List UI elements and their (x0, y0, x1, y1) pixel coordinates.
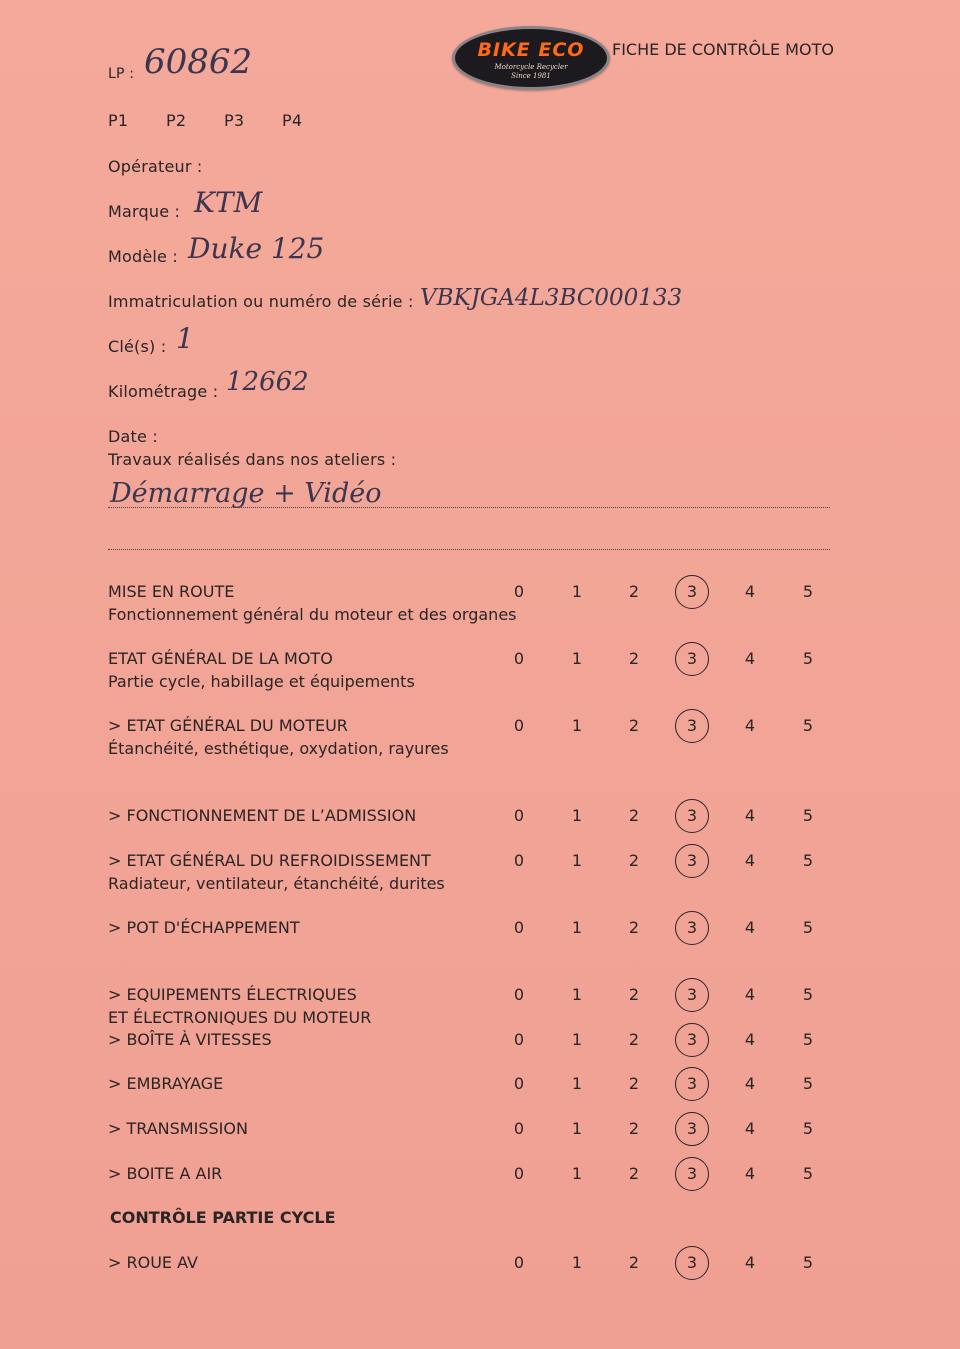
brand-value: KTM (194, 186, 263, 219)
score-option-5: 5 (802, 1030, 814, 1049)
selected-score-circle (675, 844, 709, 878)
score-option-1: 1 (571, 1074, 583, 1093)
works-value: Démarrage + Vidéo (110, 478, 382, 509)
document-title: FICHE DE CONTRÔLE MOTO (612, 40, 834, 59)
score-option-2: 2 (628, 1030, 640, 1049)
logo-wordmark: BIKE ECO (477, 39, 585, 61)
selected-score-circle (675, 911, 709, 945)
selected-score-circle (675, 978, 709, 1012)
section-cycle-heading: CONTRÔLE PARTIE CYCLE (110, 1208, 336, 1227)
vin-label: Immatriculation ou numéro de série : (108, 292, 414, 311)
score-option-5: 5 (802, 1164, 814, 1183)
score-option-3: 3 (686, 985, 698, 1004)
score-option-5: 5 (802, 1253, 814, 1272)
score-option-0: 0 (513, 582, 525, 601)
score-option-1: 1 (571, 985, 583, 1004)
score-option-0: 0 (513, 649, 525, 668)
selected-score-circle (675, 1246, 709, 1280)
score-option-5: 5 (802, 1119, 814, 1138)
selected-score-circle (675, 799, 709, 833)
score-option-2: 2 (628, 1164, 640, 1183)
score-option-2: 2 (628, 1119, 640, 1138)
control-row-subtitle: Partie cycle, habillage et équipements (108, 672, 415, 691)
score-option-0: 0 (513, 918, 525, 937)
control-row-title: ETAT GÉNÉRAL DE LA MOTO (108, 649, 333, 668)
score-option-0: 0 (513, 1030, 525, 1049)
score-option-0: 0 (513, 985, 525, 1004)
score-option-2: 2 (628, 851, 640, 870)
vin-value: VBKJGA4L3BC000133 (420, 285, 683, 311)
control-row-title: > ETAT GÉNÉRAL DU MOTEUR (108, 716, 348, 735)
date-label: Date : (108, 427, 158, 446)
position-p4: P4 (282, 111, 303, 130)
score-option-3: 3 (686, 1164, 698, 1183)
score-option-1: 1 (571, 582, 583, 601)
score-option-2: 2 (628, 806, 640, 825)
score-option-4: 4 (744, 1253, 756, 1272)
score-option-5: 5 (802, 806, 814, 825)
control-row-title: > EMBRAYAGE (108, 1074, 224, 1093)
score-option-1: 1 (571, 1253, 583, 1272)
selected-score-circle (675, 1067, 709, 1101)
score-option-2: 2 (628, 985, 640, 1004)
position-p1: P1 (108, 111, 129, 130)
score-option-2: 2 (628, 918, 640, 937)
score-option-5: 5 (802, 985, 814, 1004)
score-option-4: 4 (744, 806, 756, 825)
mileage-value: 12662 (226, 367, 309, 397)
control-row-subtitle: Radiateur, ventilateur, étanchéité, durites (108, 874, 445, 893)
position-p3: P3 (224, 111, 245, 130)
control-row-title: > ROUE AV (108, 1253, 198, 1272)
score-option-1: 1 (571, 1119, 583, 1138)
score-option-4: 4 (744, 1074, 756, 1093)
selected-score-circle (675, 642, 709, 676)
control-row-title: > ETAT GÉNÉRAL DU REFROIDISSEMENT (108, 851, 431, 870)
logo-since: Since 1981 (511, 72, 551, 80)
score-option-0: 0 (513, 1119, 525, 1138)
score-option-3: 3 (686, 649, 698, 668)
score-option-3: 3 (686, 851, 698, 870)
control-row-title: > BOITE A AIR (108, 1164, 223, 1183)
score-option-1: 1 (571, 1164, 583, 1183)
score-option-5: 5 (802, 649, 814, 668)
score-option-3: 3 (686, 1119, 698, 1138)
brand-label: Marque : (108, 202, 181, 221)
works-label: Travaux réalisés dans nos ateliers : (108, 450, 397, 469)
model-value: Duke 125 (188, 232, 325, 265)
score-option-2: 2 (628, 716, 640, 735)
score-option-0: 0 (513, 1074, 525, 1093)
score-option-3: 3 (686, 582, 698, 601)
position-p2: P2 (166, 111, 187, 130)
score-option-2: 2 (628, 649, 640, 668)
score-option-4: 4 (744, 918, 756, 937)
keys-value: 1 (176, 322, 194, 355)
score-option-2: 2 (628, 582, 640, 601)
model-label: Modèle : (108, 247, 178, 266)
selected-score-circle (675, 1023, 709, 1057)
lp-label: LP : (108, 66, 135, 82)
control-row-subtitle: ET ÉLECTRONIQUES DU MOTEUR (108, 1008, 372, 1027)
selected-score-circle (675, 1112, 709, 1146)
logo-tagline: Motorcycle Recycler (494, 63, 568, 71)
score-option-4: 4 (744, 1119, 756, 1138)
bike-eco-logo (452, 26, 610, 90)
score-option-3: 3 (686, 806, 698, 825)
works-line-1 (108, 507, 830, 508)
score-option-1: 1 (571, 851, 583, 870)
control-row-title: > BOÎTE À VITESSES (108, 1030, 272, 1049)
control-row-title: > TRANSMISSION (108, 1119, 248, 1138)
selected-score-circle (675, 575, 709, 609)
score-option-3: 3 (686, 1074, 698, 1093)
control-row-title: > FONCTIONNEMENT DE L’ADMISSION (108, 806, 417, 825)
control-row-title: MISE EN ROUTE (108, 582, 235, 601)
keys-label: Clé(s) : (108, 337, 167, 356)
score-option-0: 0 (513, 806, 525, 825)
score-option-4: 4 (744, 851, 756, 870)
score-option-5: 5 (802, 851, 814, 870)
score-option-3: 3 (686, 1030, 698, 1049)
operator-label: Opérateur : (108, 157, 203, 176)
score-option-4: 4 (744, 649, 756, 668)
score-option-2: 2 (628, 1253, 640, 1272)
works-line-2 (108, 549, 830, 550)
score-option-3: 3 (686, 918, 698, 937)
score-option-2: 2 (628, 1074, 640, 1093)
score-option-1: 1 (571, 918, 583, 937)
score-option-5: 5 (802, 716, 814, 735)
score-option-4: 4 (744, 985, 756, 1004)
score-option-3: 3 (686, 716, 698, 735)
score-option-0: 0 (513, 1164, 525, 1183)
selected-score-circle (675, 709, 709, 743)
score-option-5: 5 (802, 918, 814, 937)
score-option-4: 4 (744, 1030, 756, 1049)
lp-value: 60862 (144, 42, 253, 82)
score-option-5: 5 (802, 582, 814, 601)
score-option-0: 0 (513, 851, 525, 870)
mileage-label: Kilométrage : (108, 382, 219, 401)
control-row-title: > EQUIPEMENTS ÉLECTRIQUES (108, 985, 357, 1004)
control-row-subtitle: Fonctionnement général du moteur et des organes (108, 605, 517, 624)
score-option-3: 3 (686, 1253, 698, 1272)
selected-score-circle (675, 1157, 709, 1191)
control-row-subtitle: Étanchéité, esthétique, oxydation, rayures (108, 739, 449, 758)
score-option-0: 0 (513, 1253, 525, 1272)
score-option-4: 4 (744, 1164, 756, 1183)
score-option-4: 4 (744, 582, 756, 601)
score-option-1: 1 (571, 1030, 583, 1049)
score-option-1: 1 (571, 649, 583, 668)
score-option-1: 1 (571, 716, 583, 735)
score-option-5: 5 (802, 1074, 814, 1093)
control-row-title: > POT D'ÉCHAPPEMENT (108, 918, 300, 937)
score-option-0: 0 (513, 716, 525, 735)
score-option-4: 4 (744, 716, 756, 735)
score-option-1: 1 (571, 806, 583, 825)
